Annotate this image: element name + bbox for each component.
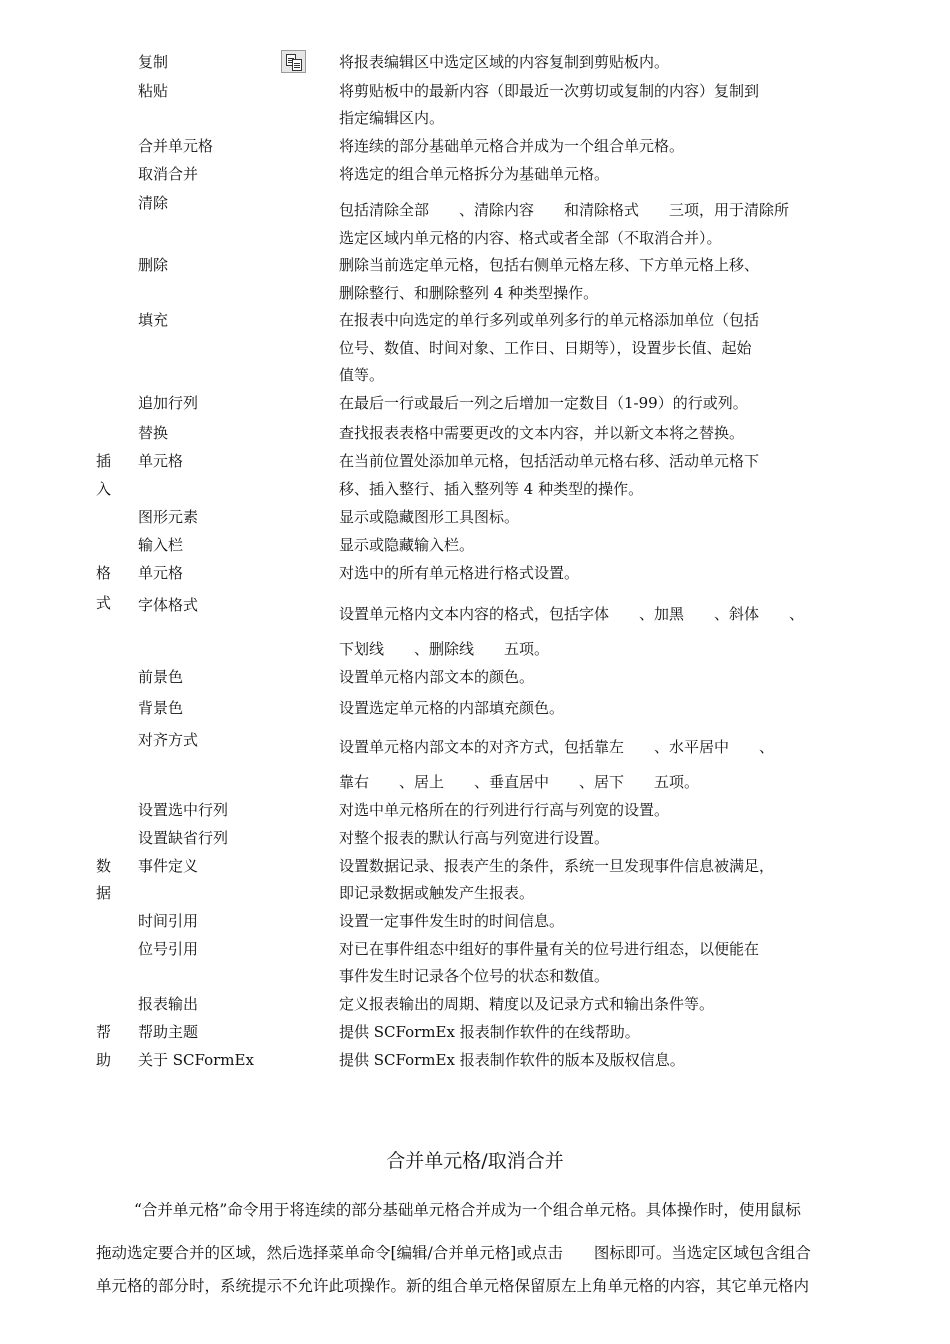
copy-icon	[281, 50, 306, 73]
menu-item-clear: 清除	[138, 194, 169, 212]
item-description: 在最后一行或最后一列之后增加一定数目（1-99）的行或列。	[339, 394, 748, 412]
item-description: 靠右 、居上 、垂直居中 、居下 五项。	[339, 773, 700, 791]
category-data: 据	[96, 884, 112, 902]
item-description: 移、插入整行、插入整列等 4 种类型的操作。	[339, 480, 644, 498]
item-description: 设置选定单元格的内部填充颜色。	[339, 699, 565, 717]
item-description: 设置数据记录、报表产生的条件，系统一旦发现事件信息被满足，	[339, 857, 775, 875]
category-help: 助	[96, 1051, 112, 1069]
item-description: 提供 SCFormEx 报表制作软件的版本及版权信息。	[339, 1051, 685, 1069]
category-data: 数	[96, 857, 112, 875]
section-heading: 合并单元格/取消合并	[386, 1150, 564, 1172]
menu-item-time-reference: 时间引用	[138, 912, 199, 930]
menu-item-format-cell: 单元格	[138, 564, 184, 582]
menu-item-append-rows-cols: 追加行列	[138, 394, 199, 412]
menu-item-delete: 删除	[138, 256, 169, 274]
menu-item-alignment: 对齐方式	[138, 731, 199, 749]
item-description: 显示或隐藏输入栏。	[339, 536, 475, 554]
item-description: 设置一定事件发生时的时间信息。	[339, 912, 565, 930]
item-description: 查找报表表格中需要更改的文本内容，并以新文本将之替换。	[339, 424, 745, 442]
category-format: 格	[96, 564, 112, 582]
menu-item-help-topics: 帮助主题	[138, 1023, 199, 1041]
menu-item-fill: 填充	[138, 311, 169, 329]
item-description: 删除当前选定单元格，包括右侧单元格左移、下方单元格上移、	[339, 256, 760, 274]
menu-item-insert-cell: 单元格	[138, 452, 184, 470]
item-description: 定义报表输出的周期、精度以及记录方式和输出条件等。	[339, 995, 715, 1013]
item-description: 设置单元格内部文本的颜色。	[339, 668, 535, 686]
category-insert: 入	[96, 480, 112, 498]
menu-item-tag-reference: 位号引用	[138, 940, 199, 958]
item-description: 将报表编辑区中选定区域的内容复制到剪贴板内。	[339, 53, 670, 71]
menu-item-report-output: 报表输出	[138, 995, 199, 1013]
menu-item-set-selected-rows-cols: 设置选中行列	[138, 801, 229, 819]
item-description: 事件发生时记录各个位号的状态和数值。	[339, 967, 610, 985]
item-description: 在报表中向选定的单行多列或单列多行的单元格添加单位（包括	[339, 311, 760, 329]
menu-item-unmerge: 取消合并	[138, 165, 199, 183]
menu-item-font-format: 字体格式	[138, 596, 199, 614]
item-description: 对选中单元格所在的行列进行行高与列宽的设置。	[339, 801, 670, 819]
menu-item-graphic-elements: 图形元素	[138, 508, 199, 526]
item-description: 将选定的组合单元格拆分为基础单元格。	[339, 165, 610, 183]
item-description: 显示或隐藏图形工具图标。	[339, 508, 520, 526]
category-format: 式	[96, 594, 112, 612]
item-description: 包括清除全部 、清除内容 和清除格式 三项，用于清除所	[339, 201, 790, 219]
item-description: 删除整行、和删除整列 4 种类型操作。	[339, 284, 599, 302]
item-description: 值等。	[339, 366, 385, 384]
menu-item-about: 关于 SCFormEx	[138, 1051, 254, 1069]
menu-item-set-default-rows-cols: 设置缺省行列	[138, 829, 229, 847]
item-description: 设置单元格内文本内容的格式，包括字体 、加黑 、斜体 、	[339, 605, 805, 623]
item-description: 对选中的所有单元格进行格式设置。	[339, 564, 580, 582]
item-description: 对已在事件组态中组好的事件量有关的位号进行组态，以便能在	[339, 940, 760, 958]
category-insert: 插	[96, 452, 112, 470]
menu-item-foreground-color: 前景色	[138, 668, 184, 686]
menu-item-input-bar: 输入栏	[138, 536, 184, 554]
item-description: 对整个报表的默认行高与列宽进行设置。	[339, 829, 610, 847]
menu-item-merge-cells: 合并单元格	[138, 137, 214, 155]
item-description: 选定区域内单元格的内容、格式或者全部（不取消合并）。	[339, 229, 722, 247]
category-help: 帮	[96, 1023, 112, 1041]
menu-item-replace: 替换	[138, 424, 169, 442]
item-description: 将连续的部分基础单元格合并成为一个组合单元格。	[339, 137, 685, 155]
item-description: 设置单元格内部文本的对齐方式，包括靠左 、水平居中 、	[339, 738, 775, 756]
item-description: 指定编辑区内。	[339, 109, 445, 127]
menu-item-paste: 粘贴	[138, 82, 169, 100]
item-description: 提供 SCFormEx 报表制作软件的在线帮助。	[339, 1023, 640, 1041]
menu-item-background-color: 背景色	[138, 699, 184, 717]
menu-item-event-definition: 事件定义	[138, 857, 199, 875]
item-description: 将剪贴板中的最新内容（即最近一次剪切或复制的内容）复制到	[339, 82, 760, 100]
item-description: 位号、数值、时间对象、工作日、日期等），设置步长值、起始	[339, 339, 752, 357]
paragraph-line: 拖动选定要合并的区域，然后选择菜单命令[编辑/合并单元格]或点击 图标即可。当选定区域包含组合	[96, 1244, 811, 1262]
menu-item-copy: 复制	[138, 53, 169, 71]
paragraph-line: “合并单元格”命令用于将连续的部分基础单元格合并成为一个组合单元格。具体操作时，使用鼠标	[134, 1201, 801, 1219]
item-description: 在当前位置处添加单元格，包括活动单元格右移、活动单元格下	[339, 452, 760, 470]
item-description: 下划线 、删除线 五项。	[339, 640, 550, 658]
item-description: 即记录数据或触发产生报表。	[339, 884, 535, 902]
paragraph-line: 单元格的部分时，系统提示不允许此项操作。新的组合单元格保留原左上角单元格的内容，其它单元格内	[96, 1277, 810, 1295]
